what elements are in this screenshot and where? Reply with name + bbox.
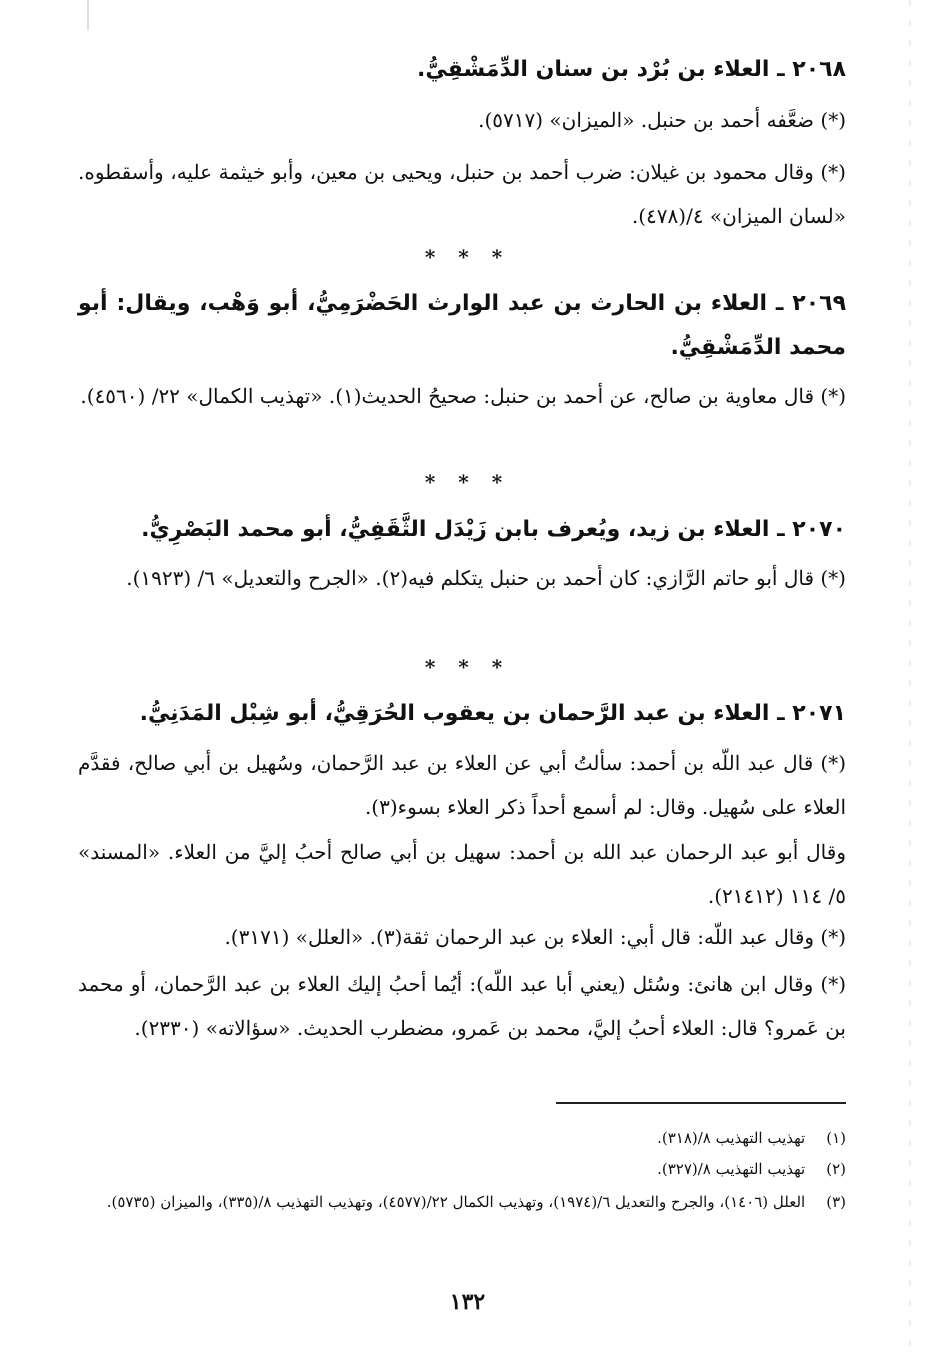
entry-paragraph: (*) قال أبو حاتم الرَّازي: كان أحمد بن حنبل يتكلم فيه(٢). «الجرح والتعديل» ٦/ (١٩٢٣). bbox=[126, 566, 846, 590]
footnote-text: تهذيب التهذيب ٨/(٣٢٧). bbox=[657, 1160, 806, 1178]
entry-paragraph: (*) قال عبد اللّه بن أحمد: سألتُ أبي عن العلاء بن عبد الرَّحمان، وسُهيل بن أبي صالح، فقدَّم العلاء على سُهيل. وقال: لم أسمع أحداً ذكر العلاء بسوء(٣). bbox=[78, 751, 846, 819]
section-separator: * * * bbox=[424, 470, 511, 494]
footnote-number: (١) bbox=[826, 1129, 846, 1147]
footnote-number: (٣) bbox=[826, 1193, 846, 1211]
footnote bbox=[78, 1124, 846, 1152]
entry-heading: ٢٠٦٩ ـ العلاء بن الحارث بن عبد الوارث الحَضْرَمِيُّ، أبو وَهْب، ويقال: أبو محمد الدِّمَشْقِيُّ. bbox=[78, 291, 846, 360]
entry-paragraph: (*) ضعَّفه أحمد بن حنبل. «الميزان» (٥٧١٧). bbox=[478, 108, 846, 132]
entry-heading: ٢٠٦٨ ـ العلاء بن بُرْد بن سنان الدِّمَشْقِيُّ. bbox=[417, 57, 846, 82]
footnote bbox=[78, 1155, 846, 1183]
entry-paragraph: (*) وقال ابن هانئ: وسُئل (يعني أبا عبد اللّه): أيُما أحبُ إليك العلاء بن عبد الرَّحمان، أو محمد بن عَمرو؟ قال: العلاء أحبُ إليَّ، محمد بن عَمرو، مضطرب الحديث. «سؤالاته» (٢٣٣٠). bbox=[78, 972, 847, 1040]
footnote-text: العلل (١٤٠٦)، والجرح والتعديل ٦/(١٩٧٤)، وتهذيب الكمال ٢٢/(٤٥٧٧)، وتهذيب التهذيب ٨/(٣٣٥)، والميزان (٥٧٣٥). bbox=[106, 1193, 806, 1211]
entry-paragraph: وقال أبو عبد الرحمان عبد الله بن أحمد: سهيل بن أبي صالح أحبُ إليَّ من العلاء. «المسند» ٥/ ١١٤ (٢١٤١٢). bbox=[78, 840, 846, 908]
section-separator: * * * bbox=[424, 655, 511, 679]
entry-heading: ٢٠٧٠ ـ العلاء بن زيد، ويُعرف بابن زَيْدَل الثَّقَفِيُّ، أبو محمد البَصْرِيُّ. bbox=[141, 517, 846, 542]
footnote-divider bbox=[556, 1102, 846, 1104]
footnote-number: (٢) bbox=[826, 1160, 846, 1178]
footnote bbox=[78, 1188, 846, 1216]
entry-heading: ٢٠٧١ ـ العلاء بن عبد الرَّحمان بن يعقوب الحُرَقِيُّ، أبو شِبْل المَدَنِيُّ. bbox=[139, 701, 846, 726]
entry-paragraph: (*) وقال عبد اللّه: قال أبي: العلاء بن عبد الرحمان ثقة(٣). «العلل» (٣١٧١). bbox=[224, 925, 846, 949]
section-separator: * * * bbox=[424, 245, 511, 269]
entry-paragraph: (*) وقال محمود بن غيلان: ضرب أحمد بن حنبل، ويحيى بن معين، وأبو خيثمة عليه، وأسقطوه. «لسان الميزان» ٤/(٤٧٨). bbox=[78, 160, 846, 228]
footnote-text: تهذيب التهذيب ٨/(٣١٨). bbox=[657, 1129, 806, 1147]
entry-paragraph: (*) قال معاوية بن صالح، عن أحمد بن حنبل: صحيحُ الحديث(١). «تهذيب الكمال» ٢٢/ (٤٥٦٠). bbox=[80, 384, 846, 408]
page-number: ١٣٢ bbox=[449, 1289, 486, 1315]
